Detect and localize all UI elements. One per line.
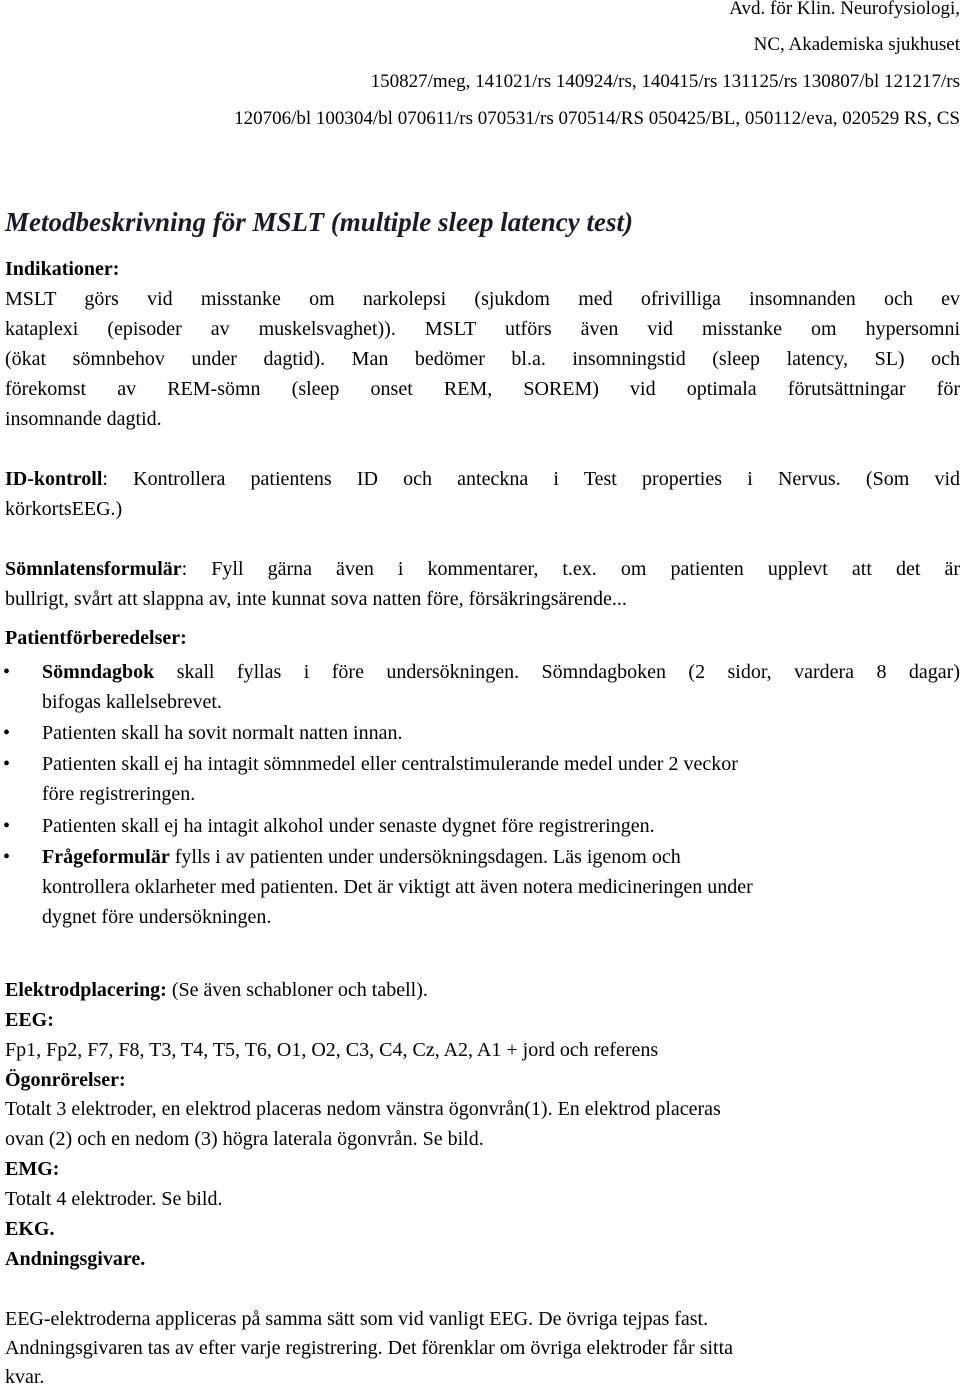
andningsgivare-heading: Andningsgivare. [5,1248,146,1270]
somndagbok-label: Sömndagbok [42,661,155,683]
somnlatens-line-2: bullrigt, svårt att slappna av, inte kunnat sova natten före, försäkringsärende... [5,588,627,610]
somnlatens-text: : Fyll gärna även i kommentarer, t.ex. om patienten upplevt att det är [181,558,960,580]
bullet-icon: • [3,815,11,837]
ogonrorelser-line-1: Totalt 3 elektroder, en elektrod placeras nedom vänstra ögonvrån(1). En elektrod placeras [5,1098,721,1120]
indikationer-line-5: insomnande dagtid. [5,408,162,430]
emg-heading: EMG: [5,1158,60,1180]
bullet-icon: • [3,661,11,683]
bullet-2-line-1: Patienten skall ha sovit normalt natten innan. [42,722,403,744]
page-title: Metodbeskrivning för MSLT (multiple sleep latency test) [5,207,633,237]
indikationer-heading: Indikationer: [5,258,120,280]
elektrodplacering-text: (Se även schabloner och tabell). [166,979,428,1001]
indikationer-line-3: (ökat sömnbehov under dagtid). Man bedömer bl.a. insomningstid (sleep latency, SL) och [5,348,960,370]
bullet-3-line-2: före registreringen. [42,783,196,805]
footer-line-3: kvar. [5,1366,45,1388]
elektrodplacering-line [5,975,428,1005]
elektrodplacering-heading: Elektrodplacering: [5,979,167,1001]
bullet-5-line-3: dygnet före undersökningen. [42,906,272,928]
somnlatens-label: Sömnlatensformulär [5,558,182,580]
id-kontroll-line-1 [5,464,960,494]
bullet-5-line-1 [42,842,681,872]
ekg-heading: EKG. [5,1218,55,1240]
footer-line-1: EEG-elektroderna appliceras på samma sätt som vid vanligt EEG. De övriga tejpas fast. [5,1308,709,1330]
emg-text: Totalt 4 elektroder. Se bild. [5,1188,223,1210]
eeg-heading: EEG: [5,1009,54,1031]
footer-line-2: Andningsgivaren tas av efter varje registrering. Det förenklar om övriga elektroder får sitta [5,1337,734,1359]
id-kontroll-text: : Kontrollera patientens ID och anteckna i Test properties i Nervus. (Som vid [102,468,960,490]
bullet-1-text: skall fyllas i före undersökningen. Sömndagboken (2 sidor, vardera 8 dagar) [154,661,960,683]
bullet-1-line-1 [42,657,960,687]
frageformular-label: Frågeformulär [42,846,170,868]
bullet-icon: • [3,753,11,775]
id-kontroll-line-2: körkortsEEG.) [5,498,123,520]
eeg-text: Fp1, Fp2, F7, F8, T3, T4, T5, T6, O1, O2, C3, C4, Cz, A2, A1 + jord och referens [5,1039,659,1061]
header-hospital: NC, Akademiska sjukhuset [753,34,960,55]
bullet-1-line-2: bifogas kallelsebrevet. [42,691,222,713]
patientforberedelser-heading: Patientförberedelser: [5,627,187,649]
bullet-5-line-2: kontrollera oklarheter med patienten. Det är viktigt att även notera medicineringen under [42,876,753,898]
indikationer-line-1: MSLT görs vid misstanke om narkolepsi (sjukdom med ofrivilliga insomnanden och ev [5,288,960,310]
header-revisions-1: 150827/meg, 141021/rs 140924/rs, 140415/rs 131125/rs 130807/bl 121217/rs [370,71,960,92]
ogonrorelser-heading: Ögonrörelser: [5,1069,126,1091]
bullet-4-line-1: Patienten skall ej ha intagit alkohol under senaste dygnet före registreringen. [42,815,655,837]
indikationer-line-2: kataplexi (episoder av muskelsvaghet)). MSLT utförs även vid misstanke om hypersomni [5,318,960,340]
id-kontroll-label: ID-kontroll [5,468,103,490]
header-revisions-2: 120706/bl 100304/bl 070611/rs 070531/rs 070514/RS 050425/BL, 050112/eva, 020529 RS, CS [234,108,960,129]
bullet-icon: • [3,846,11,868]
bullet-5-text: fylls i av patienten under undersökningsdagen. Läs igenom och [169,846,681,868]
indikationer-line-4: förekomst av REM-sömn (sleep onset REM, SOREM) vid optimala förutsättningar för [5,378,960,400]
header-dept: Avd. för Klin. Neurofysiologi, [729,0,960,19]
bullet-3-line-1: Patienten skall ej ha intagit sömnmedel eller centralstimulerande medel under 2 veckor [42,753,738,775]
somnlatens-line-1 [5,554,960,584]
ogonrorelser-line-2: ovan (2) och en nedom (3) högra laterala ögonvrån. Se bild. [5,1128,484,1150]
bullet-icon: • [3,722,11,744]
